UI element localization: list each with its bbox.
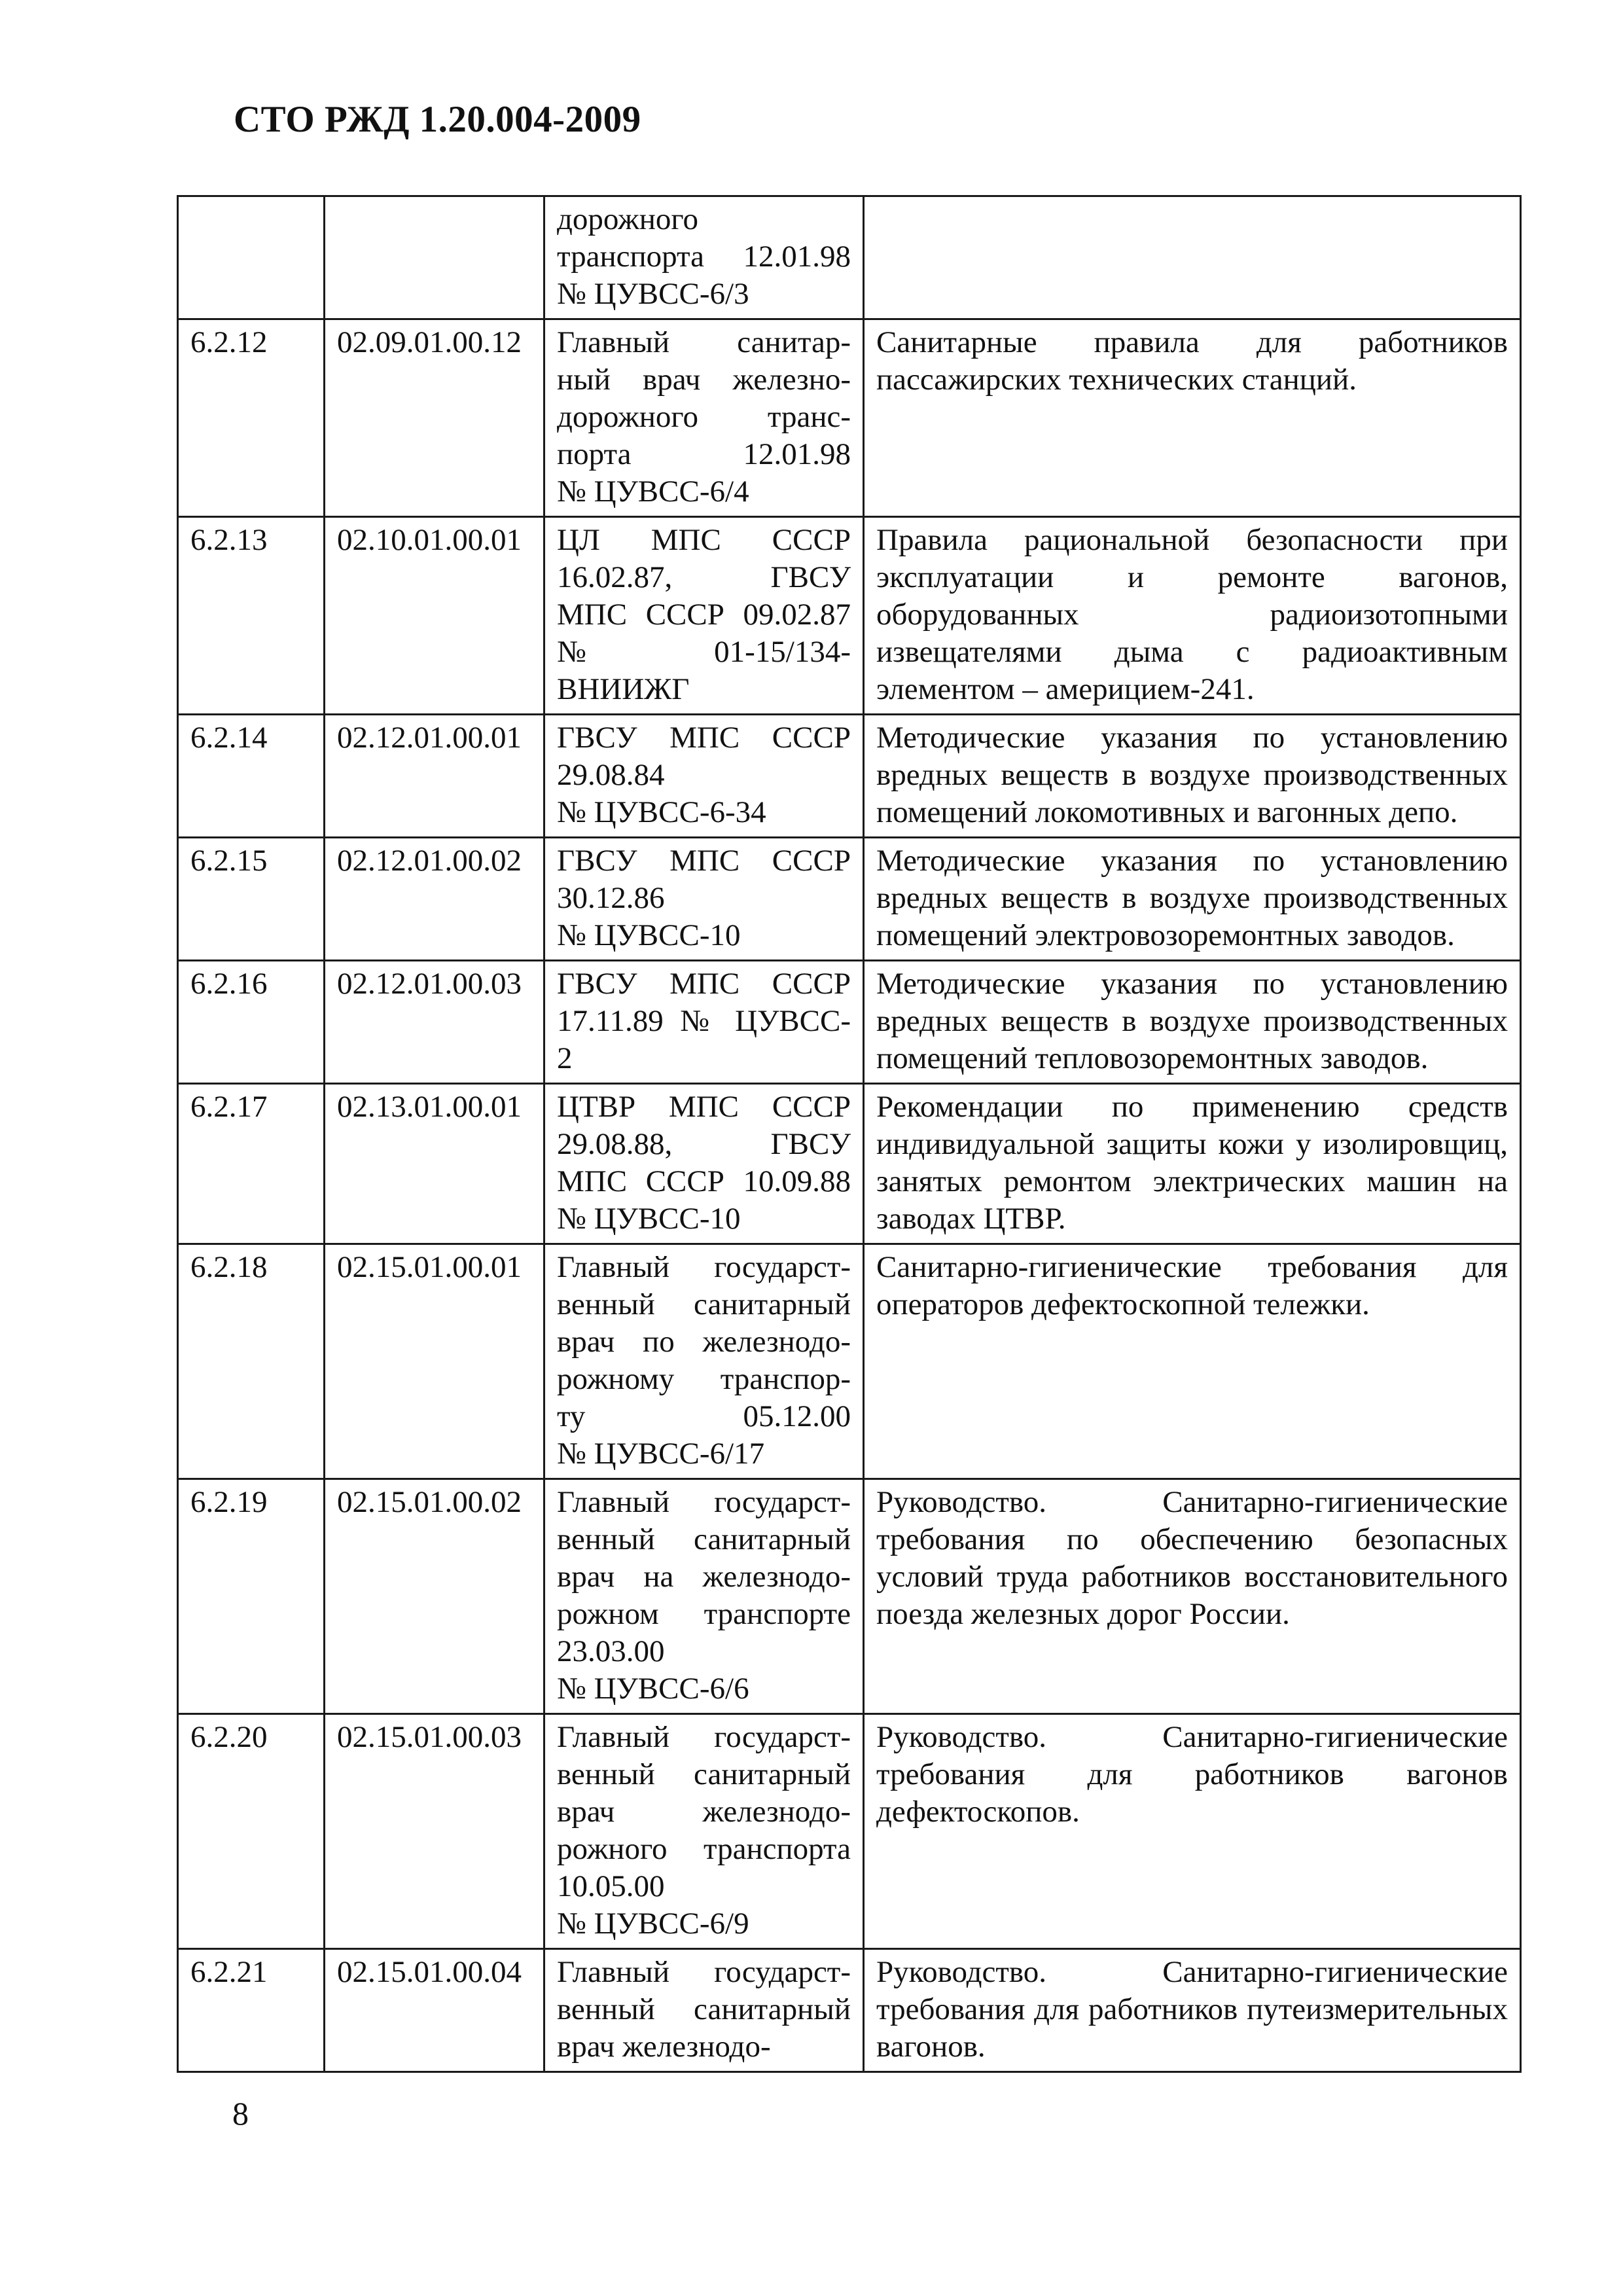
document-title: Руководство. Санитарно-гигиенические требования для работников вагонов дефектоскопов. <box>864 1714 1521 1949</box>
page-number: 8 <box>232 2095 249 2132</box>
authority-line: транспорта 12.01.98 <box>557 240 851 274</box>
table-row <box>178 1244 1521 1479</box>
authority-line: ту 05.12.00 <box>557 1399 851 1433</box>
authority-line: № ЦУВСС-6/17 <box>557 1437 765 1471</box>
authority-line: ГВСУ МПС СССР <box>557 721 851 755</box>
authority-line: № ЦУВСС-6/4 <box>557 475 749 509</box>
classification-code: 02.15.01.00.04 <box>325 1949 544 2072</box>
authority-line: МПС СССР 09.02.87 <box>557 598 851 632</box>
authority-line: ЦЛ МПС СССР <box>557 523 851 557</box>
approving-authority <box>544 961 864 1084</box>
authority-line: ГВСУ МПС СССР <box>557 844 851 878</box>
authority-line: порта 12.01.98 <box>557 437 851 471</box>
classification-code: 02.10.01.00.01 <box>325 517 544 715</box>
document-title: Санитарно-гигиенические требования для операторов дефектоскопной тележки. <box>864 1244 1521 1479</box>
document-title: Правила рациональной безопасности при эксплуатации и ремонте вагонов, оборудованных радиоизотопными извещателями дыма с радиоактивным элементом – америцием-241. <box>864 517 1521 715</box>
authority-line: венный санитарный <box>557 1287 851 1321</box>
item-number: 6.2.14 <box>178 715 325 838</box>
authority-line: 10.05.00 <box>557 1869 665 1903</box>
item-number: 6.2.20 <box>178 1714 325 1949</box>
document-title: Санитарные правила для работников пассажирских технических станций. <box>864 319 1521 517</box>
approving-authority <box>544 1084 864 1244</box>
authority-line: рожного транспорта <box>557 1832 851 1866</box>
authority-line: рожному транспор- <box>557 1362 851 1396</box>
item-number: 6.2.17 <box>178 1084 325 1244</box>
authority-line: № ЦУВСС-6/3 <box>557 277 749 311</box>
authority-line: дорожного <box>557 202 698 236</box>
standards-table <box>177 195 1522 2073</box>
item-number: 6.2.16 <box>178 961 325 1084</box>
table-row <box>178 517 1521 715</box>
approving-authority <box>544 1244 864 1479</box>
document-title: Методические указания по установлению вредных веществ в воздухе производственных помещений локомотивных и вагонных депо. <box>864 715 1521 838</box>
authority-line: 17.11.89 № ЦУВСС- <box>557 1004 851 1038</box>
authority-line: Главный государст- <box>557 1250 851 1284</box>
authority-line: № 01-15/134- <box>557 635 851 669</box>
authority-line: 2 <box>557 1041 573 1075</box>
table-row <box>178 1949 1521 2072</box>
table-row <box>178 1479 1521 1714</box>
authority-line: венный санитарный <box>557 1992 851 2026</box>
authority-line: Главный государст- <box>557 1720 851 1754</box>
item-number: 6.2.18 <box>178 1244 325 1479</box>
authority-line: 30.12.86 <box>557 881 665 915</box>
authority-line: ГВСУ МПС СССР <box>557 967 851 1001</box>
authority-line: МПС СССР 10.09.88 <box>557 1164 851 1198</box>
authority-line: 23.03.00 <box>557 1634 665 1668</box>
document-title: Руководство. Санитарно-гигиенические требования для работников путеизмерительных вагонов. <box>864 1949 1521 2072</box>
authority-line: Главный государст- <box>557 1955 851 1989</box>
authority-line: ный врач железно- <box>557 363 851 397</box>
table-row <box>178 715 1521 838</box>
item-number <box>178 196 325 319</box>
authority-line: венный санитарный <box>557 1522 851 1556</box>
approving-authority <box>544 838 864 961</box>
authority-line: 29.08.84 <box>557 758 665 792</box>
item-number: 6.2.15 <box>178 838 325 961</box>
authority-line: 16.02.87, ГВСУ <box>557 560 851 594</box>
authority-line: № ЦУВСС-10 <box>557 1202 741 1236</box>
classification-code: 02.15.01.00.01 <box>325 1244 544 1479</box>
authority-line: дорожного транс- <box>557 400 851 434</box>
authority-line: рожном транспорте <box>557 1597 851 1631</box>
authority-line: врач по железнодо- <box>557 1325 851 1359</box>
approving-authority <box>544 715 864 838</box>
authority-line: врач на железнодо- <box>557 1560 851 1594</box>
authority-line: Главный государст- <box>557 1485 851 1519</box>
classification-code: 02.12.01.00.01 <box>325 715 544 838</box>
document-header: СТО РЖД 1.20.004-2009 <box>234 99 641 140</box>
item-number: 6.2.12 <box>178 319 325 517</box>
authority-line: ВНИИЖГ <box>557 672 690 706</box>
table-row <box>178 1714 1521 1949</box>
authority-line: Главный санитар- <box>557 325 851 359</box>
table-row <box>178 838 1521 961</box>
authority-line: 29.08.88, ГВСУ <box>557 1127 851 1161</box>
table-row <box>178 961 1521 1084</box>
table-row <box>178 1084 1521 1244</box>
table-row <box>178 196 1521 319</box>
item-number: 6.2.21 <box>178 1949 325 2072</box>
approving-authority <box>544 319 864 517</box>
classification-code: 02.09.01.00.12 <box>325 319 544 517</box>
table-row <box>178 319 1521 517</box>
item-number: 6.2.19 <box>178 1479 325 1714</box>
document-title <box>864 196 1521 319</box>
item-number: 6.2.13 <box>178 517 325 715</box>
approving-authority <box>544 1949 864 2072</box>
classification-code: 02.15.01.00.03 <box>325 1714 544 1949</box>
approving-authority <box>544 1479 864 1714</box>
approving-authority <box>544 517 864 715</box>
document-title: Методические указания по установлению вредных веществ в воздухе производственных помещений тепловозоремонтных заводов. <box>864 961 1521 1084</box>
authority-line: врач железнодо- <box>557 2030 771 2064</box>
document-title: Руководство. Санитарно-гигиенические требования по обеспечению безопасных условий труда работников восстановительного поезда железных дорог России. <box>864 1479 1521 1714</box>
authority-line: врач железнодо- <box>557 1795 851 1829</box>
classification-code: 02.15.01.00.02 <box>325 1479 544 1714</box>
classification-code <box>325 196 544 319</box>
authority-line: ЦТВР МПС СССР <box>557 1090 851 1124</box>
document-title: Методические указания по установлению вредных веществ в воздухе производственных помещений электровозоремонтных заводов. <box>864 838 1521 961</box>
authority-line: венный санитарный <box>557 1757 851 1791</box>
classification-code: 02.12.01.00.02 <box>325 838 544 961</box>
document-title: Рекомендации по применению средств индивидуальной защиты кожи у изолировщиц, занятых ремонтом электрических машин на заводах ЦТВР. <box>864 1084 1521 1244</box>
classification-code: 02.12.01.00.03 <box>325 961 544 1084</box>
classification-code: 02.13.01.00.01 <box>325 1084 544 1244</box>
authority-line: № ЦУВСС-6-34 <box>557 795 766 829</box>
authority-line: № ЦУВСС-6/9 <box>557 1907 749 1941</box>
authority-line: № ЦУВСС-10 <box>557 918 741 952</box>
approving-authority <box>544 196 864 319</box>
approving-authority <box>544 1714 864 1949</box>
authority-line: № ЦУВСС-6/6 <box>557 1672 749 1706</box>
